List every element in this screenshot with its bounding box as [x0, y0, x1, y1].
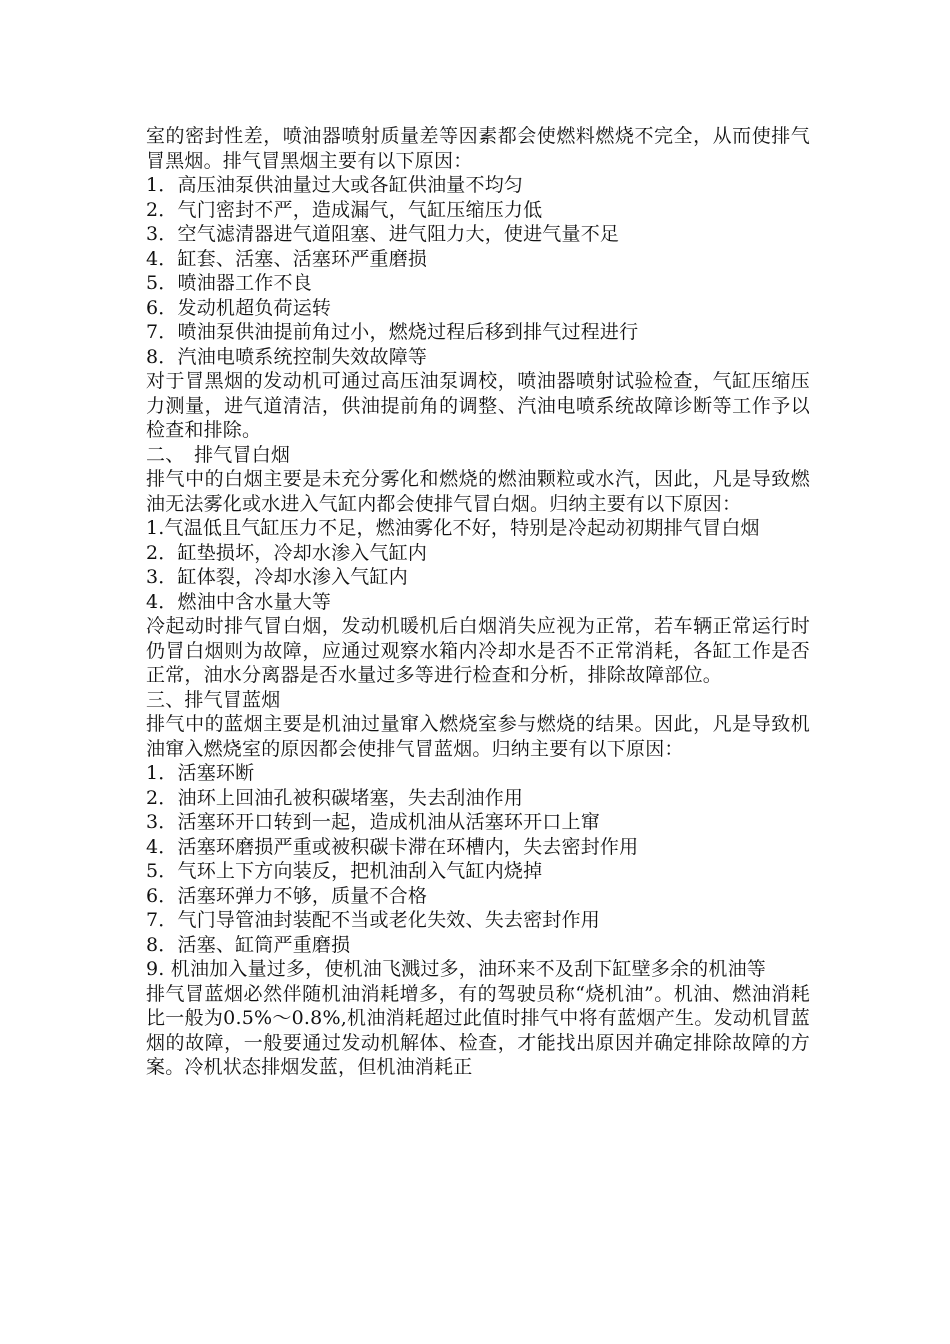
list-item: 3．活塞环开口转到一起，造成机油从活塞环开口上窜: [146, 811, 600, 833]
list-item: 8．汽油电喷系统控制失效故障等: [146, 345, 428, 368]
list-item: 4．缸套、活塞、活塞环严重磨损: [146, 247, 428, 270]
list-item: 4．燃油中含水量大等: [146, 590, 332, 613]
list-item: 1．活塞环断: [146, 762, 255, 784]
list-item: 2．气门密封不严，造成漏气，气缸压缩压力低: [146, 198, 543, 221]
list-item: 6．发动机超负荷运转: [146, 296, 332, 319]
list-item: 8．活塞、缸筒严重磨损: [146, 933, 351, 956]
document-body: [146, 124, 810, 1080]
section-heading: 二、 排气冒白烟: [146, 443, 291, 466]
list-item: 7．喷油泵供油提前角过小，燃烧过程后移到排气过程进行: [146, 321, 639, 343]
list-item: 2．油环上回油孔被积碳堵塞，失去刮油作用: [146, 786, 524, 809]
list-item: 6．活塞环弹力不够，质量不合格: [146, 884, 428, 907]
section-intro: 排气中的白烟主要是未充分雾化和燃烧的燃油颗粒或水汽，因此，凡是导致燃油无法雾化或水进入气缸内都会使排气冒白烟。归纳主要有以下原因：: [146, 468, 810, 515]
list-item: 1.气温低且气缸压力不足，燃油雾化不好，特别是冷起动初期排气冒白烟: [146, 517, 760, 539]
list-item: 4．活塞环磨损严重或被积碳卡滞在环槽内，失去密封作用: [146, 835, 639, 858]
list-item: 3．空气滤清器进气道阻塞、进气阻力大，使进气量不足: [146, 223, 620, 245]
list-item: 2．缸垫损坏，冷却水渗入气缸内: [146, 541, 428, 564]
list-item: 5．气环上下方向装反，把机油刮入气缸内烧掉: [146, 860, 543, 882]
remedy-paragraph: 排气冒蓝烟必然伴随机油消耗增多，有的驾驶员称“烧机油”。机油、燃油消耗比一般为0.5%～0.8%,机油消耗超过此值时排气中将有蓝烟产生。发动机冒蓝烟的故障，一般要通过发动机解体、检查，才能找出原因并确定排除故障的方案。冷机状态排烟发蓝，但机油消耗正: [146, 982, 810, 1078]
section-intro: 排气中的蓝烟主要是机油过量窜入燃烧室参与燃烧的结果。因此，凡是导致机油窜入燃烧室的原因都会使排气冒蓝烟。归纳主要有以下原因：: [146, 713, 810, 760]
list-item: 9. 机油加入量过多，使机油飞溅过多，油环来不及刮下缸壁多余的机油等: [146, 958, 766, 980]
list-item: 7．气门导管油封装配不当或老化失效、失去密封作用: [146, 909, 600, 931]
intro-paragraph: 室的密封性差，喷油器喷射质量差等因素都会使燃料燃烧不完全，从而使排气冒黑烟。排气冒黑烟主要有以下原因：: [146, 125, 810, 172]
section-heading: 三、排气冒蓝烟: [146, 688, 281, 711]
list-item: 3．缸体裂，冷却水渗入气缸内: [146, 566, 408, 588]
remedy-paragraph: 对于冒黑烟的发动机可通过高压油泵调校，喷油器喷射试验检查，气缸压缩压力测量，进气道清洁，供油提前角的调整、汽油电喷系统故障诊断等工作予以检查和排除。: [146, 370, 810, 441]
remedy-paragraph: 冷起动时排气冒白烟，发动机暖机后白烟消失应视为正常，若车辆正常运行时仍冒白烟则为故障，应通过观察水箱内冷却水是否不正常消耗，各缸工作是否正常，油水分离器是否水量过多等进行检查和分析，排除故障部位。: [146, 615, 810, 686]
list-item: 1．高压油泵供油量过大或各缸供油量不均匀: [146, 174, 524, 196]
list-item: 5．喷油器工作不良: [146, 272, 312, 294]
